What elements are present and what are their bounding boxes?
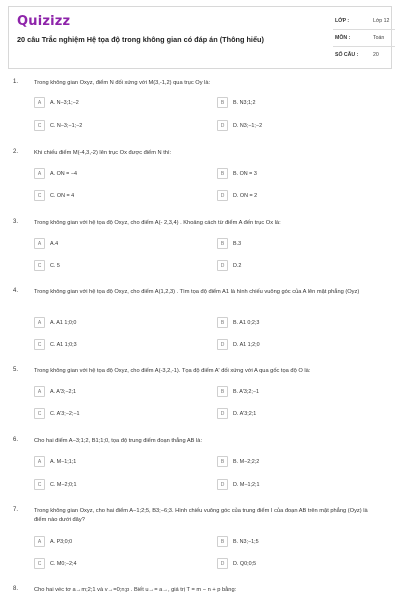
option-text: D. ON = 2: [233, 193, 258, 199]
option-text: A.4: [50, 241, 59, 247]
question-text: Trong không gian Oxyz, cho hai điểm A−1;2;5, B3;−6;3. Hình chiếu vuông góc của trung điểm I của đoạn AB trên mặt phẳng (Oyz) là điểm nào dưới đây?: [34, 508, 368, 523]
meta-value: Lớp 12: [373, 18, 390, 24]
option-text: B. M−2;2;2: [233, 459, 260, 465]
meta-label: SỐ CÂU :: [335, 52, 359, 58]
question-text: Trong không gian với hệ tọa độ Oxyz, cho điểm A(1,2,3) . Tìm tọa độ điểm A1 là hình chiếu vuông góc của A lên mặt phẳng (Oyz): [34, 289, 360, 295]
page-title: 20 câu Trắc nghiệm Hệ tọa độ trong không gian có đáp án (Thông hiểu): [17, 35, 264, 44]
option-letter-box: D: [217, 120, 228, 131]
quizizz-logo: Quizizz: [17, 14, 71, 29]
option-letter-box: D: [217, 190, 228, 201]
option-text: A. A1 1;0;0: [50, 320, 77, 326]
option-text: A. ON = −4: [50, 171, 77, 177]
question-text: Trong không gian với hệ tọa độ Oxyz, cho điểm A(- 2,3,4) . Khoảng cách từ điểm A đến trục Ox là:: [34, 220, 281, 226]
option-text: B. A'3;2;−1: [233, 389, 260, 395]
question-number: 2.: [13, 149, 19, 155]
option-letter-box: C: [34, 260, 45, 271]
option-letter-box: B: [217, 97, 228, 108]
meta-value: 20: [373, 52, 379, 58]
option-text: B.3: [233, 241, 242, 247]
question-text: Cho hai véc tơ a→m;2;1 và v→=0;n;p . Biết u→= a→, giá trị T = m − n + p bằng:: [34, 587, 237, 593]
option-text: D. A1 1;2;0: [233, 342, 260, 348]
option-text: D. Q0;0;5: [233, 561, 257, 567]
option-text: C. N−3;−1;−2: [50, 123, 83, 129]
option-letter-box: A: [34, 97, 45, 108]
option-text: B. N3;−1;5: [233, 539, 259, 545]
option-letter-box: D: [217, 339, 228, 350]
option-text: C. A1 1;0;3: [50, 342, 77, 348]
question-number: 3.: [13, 219, 19, 225]
option-text: D.2: [233, 263, 242, 269]
meta-value: Toán: [373, 35, 385, 41]
question-number: 8.: [13, 586, 19, 592]
option-letter-box: A: [34, 456, 45, 467]
meta-row-class: [333, 13, 395, 30]
option-letter-box: A: [34, 317, 45, 328]
option-letter-box: C: [34, 408, 45, 419]
question-number: 4.: [13, 288, 19, 294]
option-letter-box: C: [34, 339, 45, 350]
option-text: A. P3;0;0: [50, 539, 73, 545]
question-number: 6.: [13, 437, 19, 443]
option-text: C. 5: [50, 263, 60, 269]
option-text: C. M0;−2;4: [50, 561, 77, 567]
option-letter-box: A: [34, 238, 45, 249]
option-text: B. N3;1;2: [233, 100, 256, 106]
question-text: Trong không gian với hệ tọa độ Oxyz, cho điểm A(-3,2,-1). Tọa độ điểm A' đối xứng với A qua gốc tọa độ O là:: [34, 368, 311, 374]
question-number: 1.: [13, 79, 19, 85]
option-text: C. M−2;0;1: [50, 482, 77, 488]
question-text: Khi chiếu điểm M(-4,3,-2) lên trục Ox được điểm N thì:: [34, 150, 172, 156]
document-header: [8, 6, 392, 69]
option-text: D. M−1;2;1: [233, 482, 260, 488]
meta-row-count: [333, 47, 395, 64]
option-letter-box: D: [217, 408, 228, 419]
option-letter-box: C: [34, 120, 45, 131]
option-text: D. A'3;2;1: [233, 411, 257, 417]
option-text: A. M−1;1;1: [50, 459, 77, 465]
question-text: Cho hai điểm A−3;1;2, B1;1;0, tọa độ trung điểm đoạn thẳng AB là:: [34, 438, 203, 444]
meta-label: MÔN :: [335, 35, 351, 41]
option-text: B. A1 0;2;3: [233, 320, 260, 326]
question-number: 5.: [13, 367, 19, 373]
option-letter-box: B: [217, 456, 228, 467]
meta-row-subject: [333, 30, 395, 47]
option-text: A. N−3;1;−2: [50, 100, 79, 106]
option-letter-box: A: [34, 168, 45, 179]
option-text: D. N3;−1;−2: [233, 123, 263, 129]
option-letter-box: D: [217, 479, 228, 490]
option-letter-box: C: [34, 479, 45, 490]
option-letter-box: D: [217, 260, 228, 271]
option-text: B. ON = 3: [233, 171, 257, 177]
option-text: C. A'3;−2;−1: [50, 411, 80, 417]
question-number: 7.: [13, 507, 19, 513]
option-letter-box: D: [217, 558, 228, 569]
option-letter-box: A: [34, 536, 45, 547]
option-letter-box: B: [217, 536, 228, 547]
meta-info-box: [333, 13, 395, 65]
option-text: A. A'3;−2;1: [50, 389, 77, 395]
option-letter-box: C: [34, 558, 45, 569]
meta-label: LỚP :: [335, 18, 350, 24]
option-text: C. ON = 4: [50, 193, 75, 199]
option-letter-box: B: [217, 317, 228, 328]
option-letter-box: B: [217, 168, 228, 179]
option-letter-box: C: [34, 190, 45, 201]
option-letter-box: A: [34, 386, 45, 397]
option-letter-box: B: [217, 386, 228, 397]
question-text: Trong không gian Oxyz, điểm N đối xứng với M(3,-1,2) qua trục Oy là:: [34, 80, 211, 86]
option-letter-box: B: [217, 238, 228, 249]
